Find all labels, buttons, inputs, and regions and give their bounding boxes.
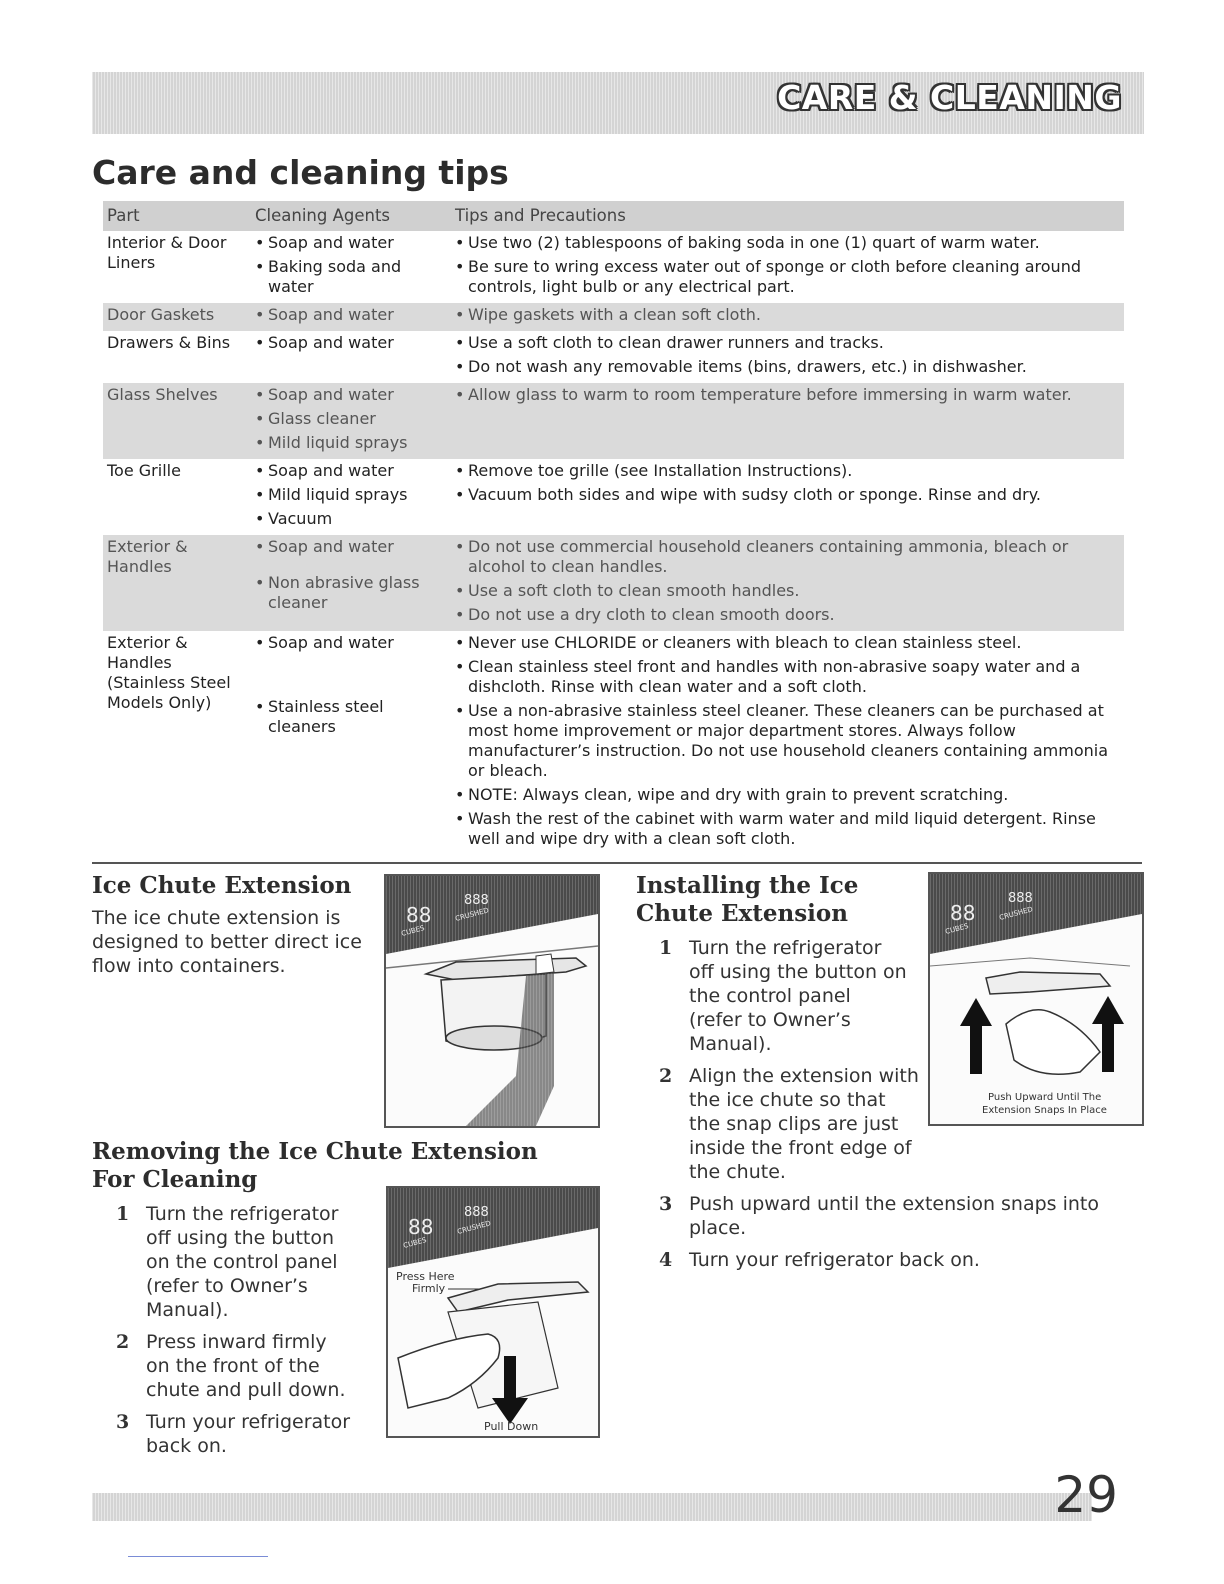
agent-item: • Stainless steel cleaners [255,697,447,737]
ice-chute-figure [384,874,600,1128]
step-text: Press inward firmly on the front of the chute and pull down. [146,1331,346,1401]
installing-figure [928,872,1144,1126]
ice-chute-text: The ice chute extension is designed to better direct ice flow into containers. [92,907,362,977]
agent-item: • Soap and water [255,633,447,653]
table-row [103,631,1124,855]
removing-heading: Removing the Ice Chute Extension For Cleaning [92,1138,538,1193]
cubes-label: CUBES [944,922,970,936]
push-upward-label-1: Push Upward Until The [988,1092,1102,1103]
banner-title: CARE & CLEANING [777,78,1122,117]
svg-text:88: 88 [406,903,432,927]
crushed-label: CRUSHED [456,1219,492,1236]
step-number: 1 [116,1203,130,1225]
table-row [103,459,1124,535]
row-part: Exterior & Handles [103,535,251,631]
agent-item: • Soap and water [255,385,447,405]
svg-text:88: 88 [408,1215,434,1239]
agent-item: • Soap and water [255,537,447,557]
push-upward-label-2: Extension Snaps In Place [982,1105,1107,1116]
tip-item: • Use a non-abrasive stainless steel cleaner. These cleaners can be purchased at most home improvement or major department stores. Always follow manufacturer’s instruction. Do not use household cleaners containing ammonia or bleach. [455,701,1120,781]
row-part: Exterior & Handles (Stainless Steel Models Only) [107,633,231,712]
section-divider [92,862,1142,864]
tip-item: • Clean stainless steel front and handles with non-abrasive soapy water and a dishcloth. Rinse with clean water and a soft cloth. [455,657,1120,697]
removing-steps [116,1202,356,1466]
tip-item: • Do not wash any removable items (bins, drawers, etc.) in dishwasher. [455,357,1120,377]
header-part: Part [103,201,251,231]
tip-item: • Wash the rest of the cabinet with warm water and mild liquid detergent. Rinse well and wipe dry with a clean soft cloth. [455,809,1120,849]
step-text: Align the extension with the ice chute so that the snap clips are just inside the front edge of the chute. [689,1065,919,1183]
step-text: Turn the refrigerator off using the button on the control panel (refer to Owner’s Manual). [689,937,907,1055]
tip-item: • Use two (2) tablespoons of baking soda in one (1) quart of warm water. [455,233,1120,253]
agent-item: • Soap and water [255,233,447,253]
pull-down-label: Pull Down [484,1420,539,1433]
table-row [103,383,1124,459]
agent-item: • Soap and water [255,461,447,481]
ice-chute-heading: Ice Chute Extension [92,872,352,899]
tip-item: • Do not use a dry cloth to clean smooth doors. [455,605,1120,625]
crushed-label: CRUSHED [454,906,490,923]
page-number: 29 [1054,1466,1118,1524]
row-part: Glass Shelves [103,383,251,459]
step-item [659,936,909,1056]
tip-item: • Be sure to wring excess water out of sponge or cloth before cleaning around controls, light bulb or any electrical part. [455,257,1120,297]
removing-figure [386,1186,600,1438]
firmly-label: Firmly [412,1282,446,1295]
step-text: Push upward until the extension snaps into place. [689,1193,1100,1239]
step-number: 3 [116,1411,130,1433]
agent-item: • Baking soda and water [255,257,447,297]
agent-item: • Mild liquid sprays [255,485,447,505]
tip-item: • Remove toe grille (see Installation Instructions). [455,461,1120,481]
step-text: Turn your refrigerator back on. [146,1411,351,1457]
tip-item: • NOTE: Always clean, wipe and dry with grain to prevent scratching. [455,785,1120,805]
step-text: Turn the refrigerator off using the button on the control panel (refer to Owner’s Manual). [146,1203,339,1321]
care-table [103,201,1124,855]
step-number: 2 [659,1065,673,1087]
step-item [659,1248,1129,1272]
installing-heading: Installing the Ice Chute Extension [636,872,859,927]
tip-item: • Do not use commercial household cleaners containing ammonia, bleach or alcohol to clean handles. [455,537,1120,577]
footer-strip [92,1493,1092,1521]
agent-item: • Soap and water [255,305,447,325]
agent-item: • Non abrasive glass cleaner [255,573,447,613]
step-number: 1 [659,937,673,959]
page-title: Care and cleaning tips [92,153,509,192]
footer-line [128,1556,268,1557]
svg-text:88: 88 [950,901,976,925]
tip-item: • Wipe gaskets with a clean soft cloth. [455,305,1120,325]
table-row [103,231,1124,303]
table-header-row [103,201,1124,231]
svg-text:888: 888 [1008,891,1033,906]
agent-item: • Vacuum [255,509,447,529]
step-number: 2 [116,1331,130,1353]
step-item [116,1330,356,1402]
cubes-label: CUBES [402,1236,428,1250]
cubes-label: CUBES [400,924,426,938]
table-row [103,331,1124,383]
agent-item: • Soap and water [255,333,447,353]
step-item [659,1192,1129,1240]
row-part: Door Gaskets [103,303,251,331]
press-here-label: Press Here [396,1270,455,1283]
tip-item: • Vacuum both sides and wipe with sudsy cloth or sponge. Rinse and dry. [455,485,1120,505]
tip-item: • Allow glass to warm to room temperature before immersing in warm water. [455,385,1120,405]
header-agents: Cleaning Agents [251,201,451,231]
row-part: Interior & Door Liners [107,233,227,272]
step-number: 3 [659,1193,673,1215]
agent-item: • Glass cleaner [255,409,447,429]
table-row [103,535,1124,631]
tip-item: • Use a soft cloth to clean smooth handles. [455,581,1120,601]
table-row [103,303,1124,331]
svg-text:888: 888 [464,893,489,908]
step-item [659,1064,919,1184]
agent-item: • Mild liquid sprays [255,433,447,453]
tip-item: • Never use CHLORIDE or cleaners with bleach to clean stainless steel. [455,633,1120,653]
step-text: Turn your refrigerator back on. [689,1249,980,1271]
row-part: Toe Grille [107,461,181,480]
row-part: Drawers & Bins [107,333,231,352]
step-number: 4 [659,1249,673,1271]
header-banner [92,72,1144,134]
header-tips: Tips and Precautions [451,201,1124,231]
step-item [116,1202,356,1322]
svg-text:888: 888 [464,1205,489,1220]
step-item [116,1410,356,1458]
tip-item: • Use a soft cloth to clean drawer runners and tracks. [455,333,1120,353]
crushed-label: CRUSHED [998,905,1034,922]
